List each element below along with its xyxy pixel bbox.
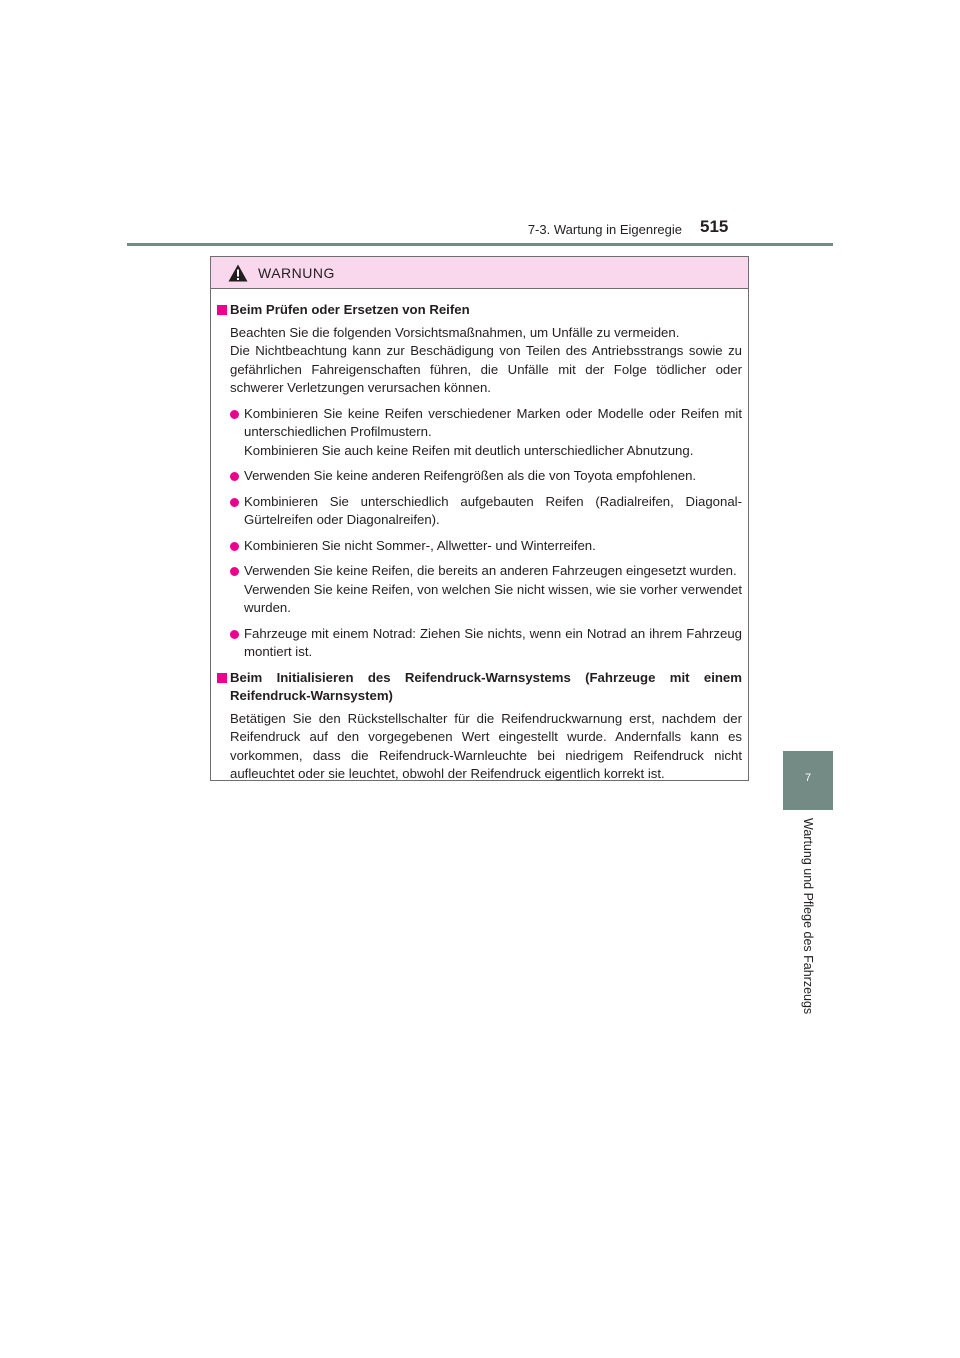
warning-body	[211, 289, 748, 784]
warning-triangle-icon	[228, 264, 248, 282]
square-bullet-icon	[217, 305, 227, 315]
chapter-number: 7	[804, 772, 812, 784]
section-header: 7-3. Wartung in Eigenregie	[527, 222, 682, 237]
list-item: Kombinieren Sie unterschiedlich aufgebauten Reifen (Radialreifen, Diagonal-Gürtelreifen oder Diagonalreifen).	[217, 493, 742, 530]
bullet-dot-icon	[230, 630, 239, 639]
bullet-dot-icon	[230, 498, 239, 507]
section-heading: Beim Initialisieren des Reifendruck-Warnsystems (Fahrzeuge mit einem Reifendruck-Warnsystem)	[217, 669, 742, 706]
intro-paragraph: Beachten Sie die folgenden Vorsichtsmaßnahmen, um Unfälle zu vermeiden. Die Nichtbeachtung kann zur Beschädigung von Teilen des Antriebsstrangs sowie zu gefährlichen Fahreigenschaften führen, die Unfälle mit der Folge tödlicher oder schwerer Verletzungen verursachen können.	[230, 324, 742, 395]
list-item: Verwenden Sie keine Reifen, die bereits an anderen Fahrzeugen eingesetzt wurden. Verwenden Sie keine Reifen, von welchen Sie nicht wissen, wie sie vorher verwendet wurden.	[217, 562, 742, 618]
section-heading: Beim Prüfen oder Ersetzen von Reifen	[217, 301, 742, 320]
warning-title: WARNUNG	[258, 264, 335, 281]
section-paragraph: Betätigen Sie den Rückstellschalter für die Reifendruckwarnung erst, nachdem der Reifendruck auf den vorgegebenen Wert eingestellt wurde. Andernfalls kann es vorkommen, dass die Reifendruck-Warnleuchte bei niedrigem Reifendruck nicht aufleuchtet oder sie leuchtet, obwohl der Reifendruck eigentlich korrekt ist.	[230, 710, 742, 781]
bullet-dot-icon	[230, 567, 239, 576]
bullet-dot-icon	[230, 542, 239, 551]
header-divider	[127, 243, 833, 246]
warning-header	[211, 257, 748, 289]
bullet-dot-icon	[230, 472, 239, 481]
chapter-title: Wartung und Pflege des Fahrzeugs	[801, 818, 815, 1015]
list-item: Verwenden Sie keine anderen Reifengrößen als die von Toyota empfohlenen.	[217, 467, 742, 486]
list-item: Kombinieren Sie nicht Sommer-, Allwetter- und Winterreifen.	[217, 537, 742, 556]
bullet-dot-icon	[230, 410, 239, 419]
page-number: 515	[700, 217, 729, 236]
square-bullet-icon	[217, 673, 227, 683]
chapter-tab	[783, 751, 833, 810]
warning-box	[210, 256, 749, 781]
list-item: Fahrzeuge mit einem Notrad: Ziehen Sie nichts, wenn ein Notrad an ihrem Fahrzeug montiert ist.	[217, 625, 742, 662]
list-item: Kombinieren Sie keine Reifen verschiedener Marken oder Modelle oder Reifen mit unterschiedlichen Profilmustern. Kombinieren Sie auch keine Reifen mit deutlich unterschiedlicher Abnutzung.	[217, 405, 742, 461]
